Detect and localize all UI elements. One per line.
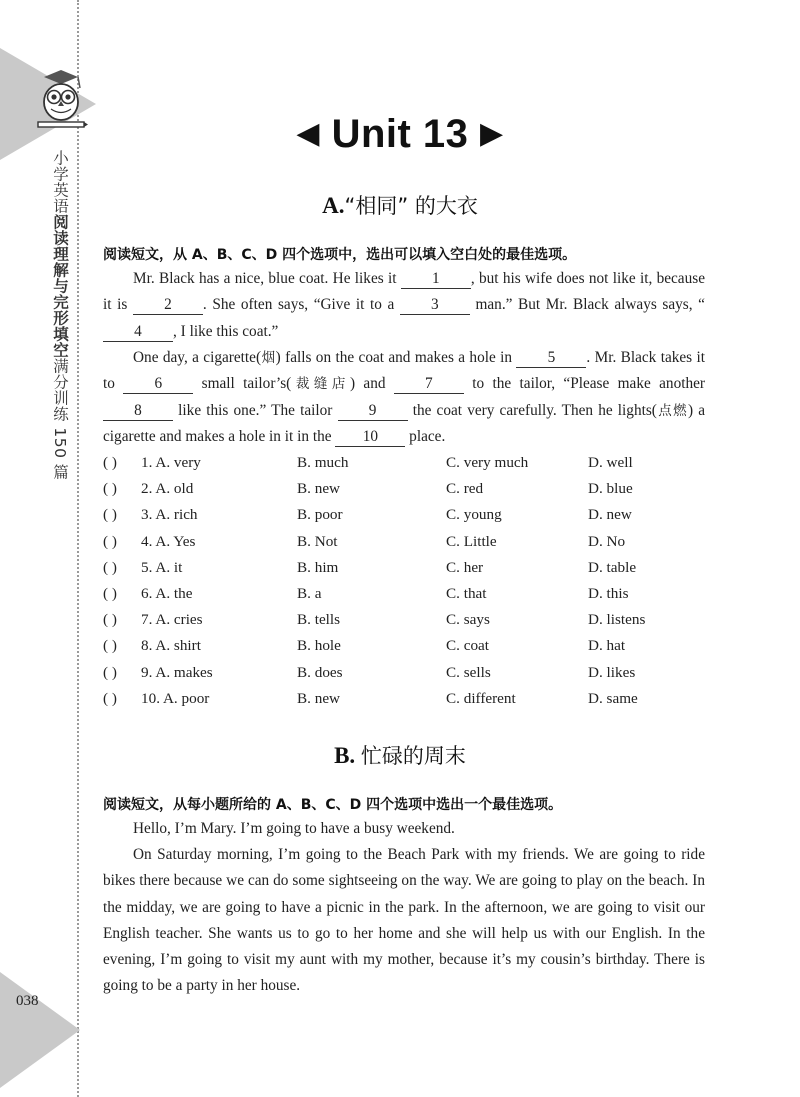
blank-8: 8 — [103, 402, 173, 421]
blank-2: 2 — [133, 296, 203, 315]
option-d: D. No — [588, 532, 626, 550]
blank-10: 10 — [335, 428, 405, 447]
series-title-bold: 阅读理解与完形填空 — [51, 214, 69, 358]
question-row — [103, 555, 703, 581]
unit-title: Unit 13 — [331, 112, 469, 156]
series-title-part1: 小学英语 — [51, 150, 69, 214]
answer-paren: ( ) — [103, 454, 117, 471]
option-a: 3. A. rich — [141, 506, 198, 524]
blank-3: 3 — [400, 296, 470, 315]
blank-9: 9 — [338, 402, 408, 421]
option-d: D. likes — [588, 663, 636, 681]
right-arrow-icon: ▶ — [480, 117, 504, 150]
question-row — [103, 502, 703, 528]
bottom-corner-triangle — [0, 972, 80, 1088]
option-d: D. new — [588, 506, 632, 524]
unit-heading — [0, 112, 800, 157]
question-list — [103, 450, 703, 712]
margin-dotted-line — [77, 0, 79, 1097]
option-d: D. this — [588, 584, 629, 602]
section-a-instruction: 阅读短文，从 A、B、C、D 四个选项中，选出可以填入空白处的最佳选项。 — [103, 247, 577, 263]
answer-paren: ( ) — [103, 584, 117, 602]
option-d: D. same — [588, 689, 638, 707]
section-a-letter: A. — [322, 193, 345, 218]
answer-paren: ( ) — [103, 558, 117, 576]
page-number: 038 — [16, 993, 39, 1009]
answer-paren: ( ) — [103, 532, 117, 550]
question-row — [103, 450, 703, 476]
blank-5: 5 — [516, 349, 586, 368]
option-c: C. says — [446, 611, 490, 629]
section-b-paragraph-1: Hello, I’m Mary. I’m going to have a busy weekend. — [133, 820, 455, 837]
blank-4: 4 — [103, 323, 173, 342]
option-a: 1. A. very — [141, 454, 201, 471]
option-b: B. does — [297, 663, 343, 681]
question-row — [103, 607, 703, 633]
option-b: B. Not — [297, 532, 338, 550]
answer-paren: ( ) — [103, 637, 117, 655]
section-b-heading — [0, 740, 800, 770]
question-row — [103, 581, 703, 607]
option-c: C. young — [446, 506, 502, 524]
option-a: 7. A. cries — [141, 611, 203, 629]
option-b: B. tells — [297, 611, 341, 629]
option-a: 8. A. shirt — [141, 637, 201, 655]
blank-7: 7 — [394, 375, 464, 394]
option-d: D. blue — [588, 480, 633, 498]
option-b: B. hole — [297, 637, 341, 655]
option-a: 2. A. old — [141, 480, 194, 498]
blank-6: 6 — [123, 375, 193, 394]
left-arrow-icon: ◀ — [296, 117, 320, 150]
answer-paren: ( ) — [103, 506, 117, 524]
option-a: 6. A. the — [141, 584, 193, 602]
answer-paren: ( ) — [103, 480, 117, 498]
option-a: 4. A. Yes — [141, 532, 196, 550]
option-c: C. her — [446, 558, 484, 576]
series-title-part2: 满分训练 150 篇 — [51, 358, 69, 480]
section-a-paragraph-1: Mr. Black has a nice, blue coat. He likes it 1 , but his wife does not like it, because it is 2 . She often says, “Give it to a 3 man.” But Mr. Black always says, “4 , I like this coat.” — [103, 270, 705, 340]
question-row — [103, 686, 703, 712]
option-b: B. new — [297, 689, 341, 707]
option-c: C. Little — [446, 532, 497, 550]
answer-paren: ( ) — [103, 663, 117, 681]
option-c: C. different — [446, 689, 516, 707]
section-a-paragraph-2: One day, a cigarette(烟) falls on the coat and makes a hole in 5 . Mr. Black takes it to 6 small tailor’s(裁缝店) and 7 to the tailor, “Please make another 8 like this one.” The tailor 9 the coat very carefully. Then he lights(点燃) a cigarette and makes a hole in it in the 10 place. — [103, 349, 705, 445]
blank-1: 1 — [401, 270, 471, 289]
option-a: 10. A. poor — [141, 689, 210, 707]
answer-paren: ( ) — [103, 689, 117, 707]
question-row — [103, 476, 703, 502]
question-row — [103, 633, 703, 659]
section-a-title: “相同” 的大衣 — [344, 194, 478, 218]
option-c: C. red — [446, 480, 484, 498]
option-c: C. very much — [446, 454, 529, 471]
option-c: C. sells — [446, 663, 491, 681]
section-b-paragraph-2: On Saturday morning, I’m going to the Beach Park with my friends. We are going to ride bikes there because we can do some sightseeing on the way. We are going to play on the beach. In the midday, we are going to have a picnic in the park. In the afternoon, we are going to visit our English teacher. She wants us to go to her home and she will help us with our English. In the evening, I’m going to visit my aunt with my mother, because it’s my cousin’s birthday. There is going to be a party in her house. — [103, 846, 705, 995]
option-b: B. a — [297, 584, 322, 602]
option-a: 9. A. makes — [141, 663, 213, 681]
option-b: B. him — [297, 558, 339, 576]
option-a: 5. A. it — [141, 558, 183, 576]
question-row — [103, 660, 703, 686]
section-a-heading — [0, 190, 800, 220]
section-b-title: 忙碌的周末 — [360, 744, 466, 768]
option-d: D. listens — [588, 611, 646, 629]
answer-paren: ( ) — [103, 611, 117, 629]
section-b-instruction: 阅读短文，从每小题所给的 A、B、C、D 四个选项中选出一个最佳选项。 — [103, 797, 563, 813]
section-b-letter: B. — [334, 743, 356, 768]
option-d: D. table — [588, 558, 637, 576]
option-b: B. much — [297, 454, 349, 471]
question-row — [103, 529, 703, 555]
option-c: C. coat — [446, 637, 490, 655]
option-b: B. poor — [297, 506, 343, 524]
option-d: D. well — [588, 454, 633, 471]
option-c: C. that — [446, 584, 487, 602]
option-d: D. hat — [588, 637, 626, 655]
option-b: B. new — [297, 480, 341, 498]
